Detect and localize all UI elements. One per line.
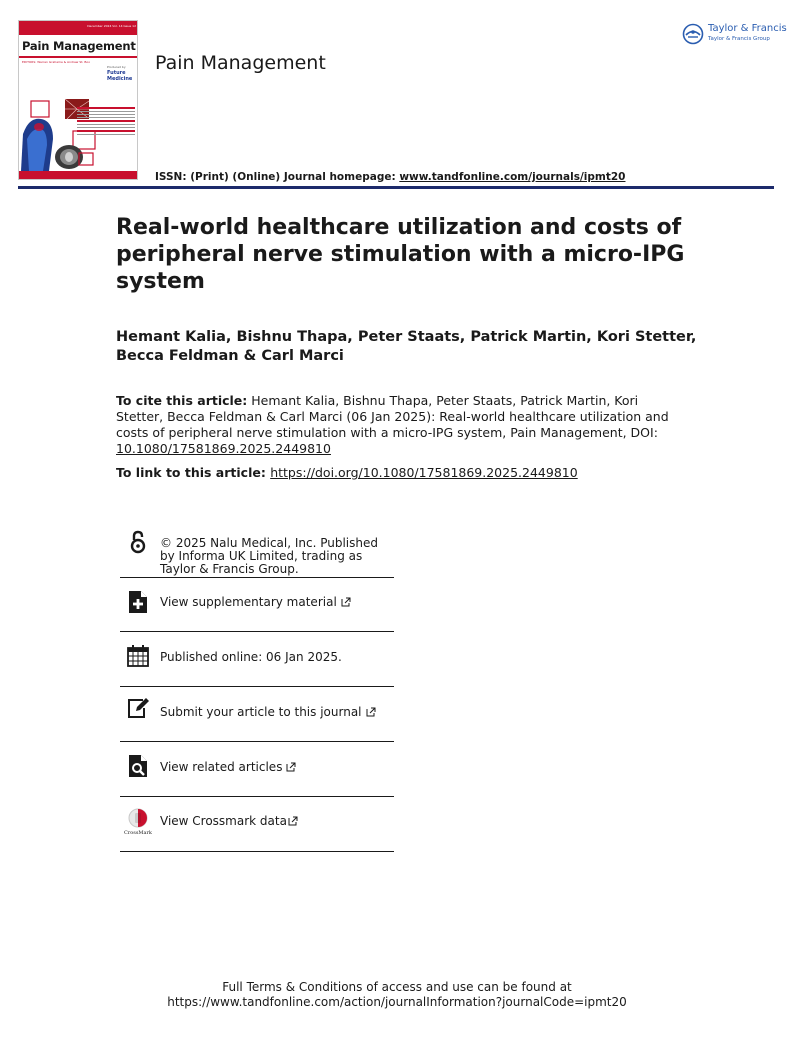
terms-footer-url[interactable]: https://www.tandfonline.com/action/journalInformation?journalCode=ipmt20 <box>167 995 627 1009</box>
published-date: Published online: 06 Jan 2025. <box>160 650 342 664</box>
crossmark-link[interactable] <box>160 815 298 828</box>
cover-bottom-bar <box>19 171 138 180</box>
citation-label: To cite this article: <box>116 393 248 408</box>
cover-logo: Future Medicine <box>107 70 133 82</box>
publisher-logo[interactable] <box>682 22 787 46</box>
publisher-logo-name: Taylor & Francis <box>708 23 787 34</box>
cover-divider <box>19 56 138 58</box>
related-articles-icon <box>126 754 150 778</box>
cover-editors: EDITORS: Warren Grahame & Andrew St. Boo <box>22 60 91 64</box>
external-link-icon <box>366 707 376 717</box>
journal-name: Pain Management <box>155 52 326 74</box>
external-link-icon <box>341 597 351 607</box>
terms-footer <box>0 980 794 1010</box>
related-articles-link[interactable] <box>160 761 296 774</box>
article-info-list <box>120 528 394 852</box>
external-link-icon <box>286 762 296 772</box>
header-divider <box>18 186 774 189</box>
article-doi-link[interactable]: https://doi.org/10.1080/17581869.2025.2449810 <box>270 465 578 480</box>
journal-homepage-link[interactable]: www.tandfonline.com/journals/ipmt20 <box>399 171 626 183</box>
list-item-related[interactable] <box>120 742 394 797</box>
submit-icon <box>126 696 150 720</box>
crossmark-icon-label: CrossMark <box>124 830 152 835</box>
cover-contents-lines <box>77 107 135 137</box>
list-item-license <box>120 528 394 578</box>
cover-top-bar <box>19 21 138 35</box>
cover-logo-caption: Produced by <box>107 65 126 69</box>
supplementary-label: View supplementary material <box>160 595 337 609</box>
submit-link[interactable] <box>160 706 376 719</box>
article-link-label: To link to this article: <box>116 465 271 480</box>
calendar-icon <box>126 644 150 668</box>
list-item-crossmark[interactable] <box>120 797 394 852</box>
article-title: Real-world healthcare utilization and costs of peripheral nerve stimulation with a micro-IPG system <box>116 215 685 294</box>
cover-issue-text: December 2024 Vol. 14 Issue 12 <box>87 24 136 28</box>
article-link-line <box>116 465 578 480</box>
publisher-logo-icon <box>682 23 704 45</box>
supplementary-link[interactable] <box>160 596 351 609</box>
related-articles-label: View related articles <box>160 760 283 774</box>
issn-line <box>155 171 625 183</box>
article-authors: Hemant Kalia, Bishnu Thapa, Peter Staats, Patrick Martin, Kori Stetter, Becca Feldman & Carl Marci <box>116 329 697 364</box>
citation-block <box>116 393 676 457</box>
submit-label: Submit your article to this journal <box>160 705 362 719</box>
license-text: © 2025 Nalu Medical, Inc. Published by Informa UK Limited, trading as Taylor & Francis Group. <box>160 536 378 576</box>
citation-text: Hemant Kalia, Bishnu Thapa, Peter Staats, Patrick Martin, Kori Stetter, Becca Feldman & Carl Marci (06 Jan 2025): Real-world healthcare utilization and costs of peripheral nerve stimulation with a micro-IPG system, Pain Management, DOI: <box>116 393 669 440</box>
citation-doi-link[interactable]: 10.1080/17581869.2025.2449810 <box>116 441 331 456</box>
cover-title: Pain Management <box>22 39 136 53</box>
list-item-published <box>120 632 394 687</box>
open-access-icon <box>126 530 150 554</box>
issn-label: ISSN: (Print) (Online) Journal homepage: <box>155 171 400 183</box>
crossmark-label: View Crossmark data <box>160 814 287 828</box>
journal-cover[interactable] <box>18 20 138 180</box>
list-item-supplementary[interactable] <box>120 578 394 632</box>
terms-footer-line1: Full Terms & Conditions of access and use can be found at <box>222 980 572 994</box>
publisher-logo-group: Taylor & Francis Group <box>708 36 770 42</box>
list-item-submit[interactable] <box>120 687 394 742</box>
supplementary-icon <box>126 590 150 614</box>
external-link-icon <box>288 816 298 826</box>
crossmark-icon <box>124 807 152 835</box>
